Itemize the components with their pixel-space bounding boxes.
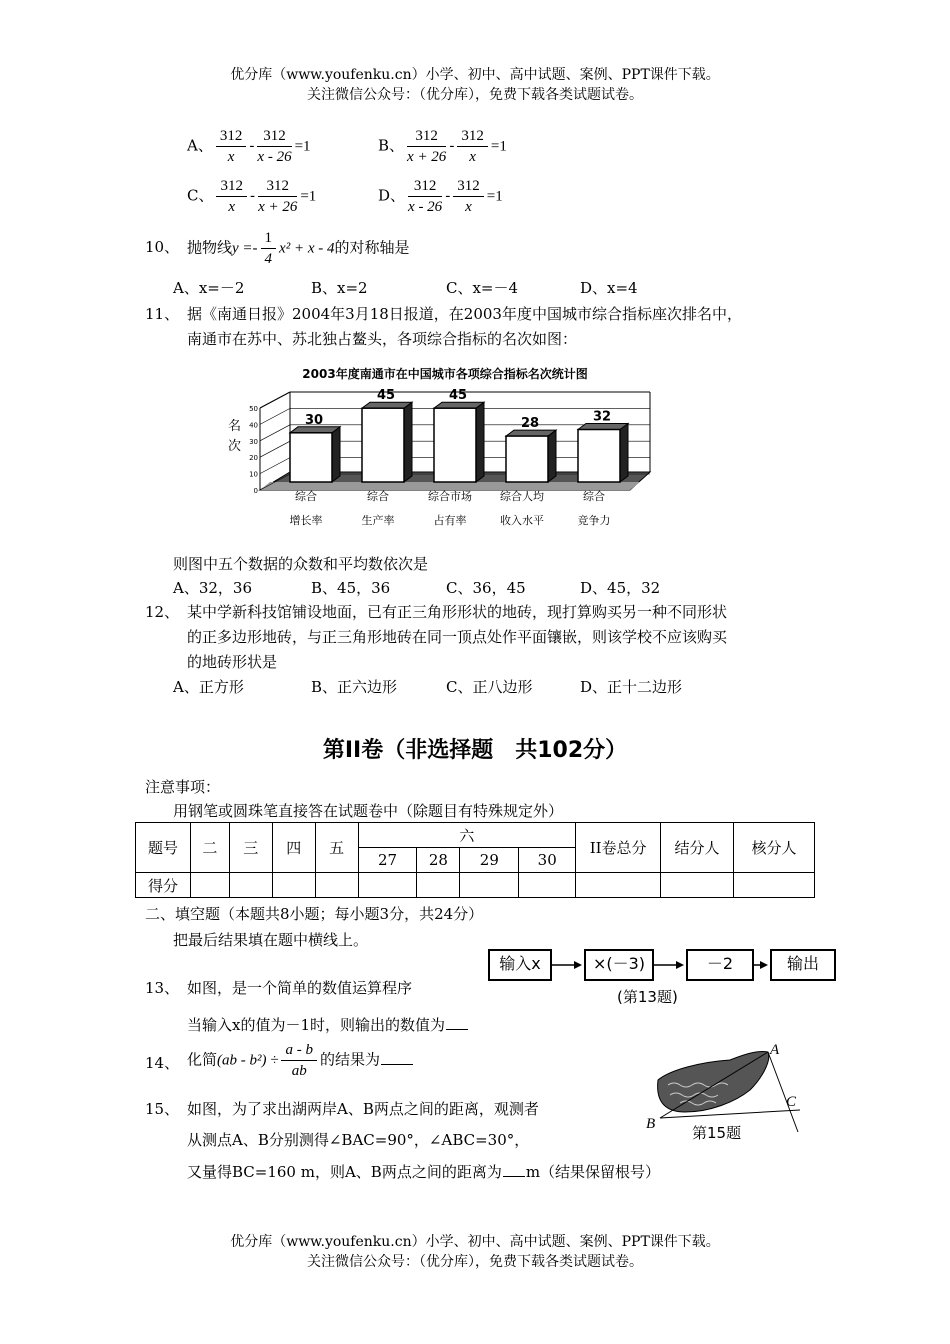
notice-heading: 注意事项： [145,778,221,796]
q12-option-d: D、正十二边形 [580,678,683,696]
section2-heading: 二、填空题（本题共8小题；每小题3分，共24分） [145,905,484,923]
notice-instruction: 用钢笔或圆珠笔直接答在试题卷中（除题目有特殊规定外） [173,802,564,820]
q11-line-1: 据《南通日报》2004年3月18日报道，在2003年度中国城市综合指标座次排名中， [187,305,742,323]
q12-option-b: B、正六边形 [311,678,398,696]
q10-option-d: D、x=4 [580,279,638,297]
score-col-29: 29 [460,848,519,873]
chart-gridline-diag [260,458,290,474]
q10-option-c: C、x=－4 [446,279,519,297]
chart-bar [578,430,620,482]
score-col-5: 五 [315,823,358,873]
header-line-1: 优分库（www.youfenku.cn）小学、初中、高中试题、案例、PPT课件下载。 [230,67,720,83]
score-table-label: 题号 [136,823,191,873]
score-cell[interactable] [229,873,272,898]
score-col-grader: 结分人 [661,823,734,873]
q10-option-a: A、x=－2 [173,279,245,297]
chart-data-label: 45 [448,388,468,404]
chart-category-label: 占有率 [433,514,467,527]
q12-line-1: 某中学新科技馆铺设地面，已有正三角形形状的地砖，现打算购买另一种不同形状 [187,603,728,621]
chart-gridline-diag [260,408,290,424]
score-cell[interactable] [358,873,417,898]
chart-category-label: 综合 [583,490,605,503]
chart-category-label: 综合人均 [500,490,544,503]
flow-arrows [550,956,775,976]
q12-line-2: 的正多边形地砖，与正三角形地砖在同一顶点处作平面镶嵌，则该学校不应该购买 [187,628,728,646]
ranking-bar-chart [220,360,670,535]
chart-ylabel [228,419,241,454]
chart-bar [362,408,404,482]
score-col-3: 三 [229,823,272,873]
chart-category-label: 综合 [367,490,389,503]
chart-category-label: 竞争力 [577,514,611,527]
chart-category-label: 生产率 [361,514,395,527]
score-cell[interactable] [519,873,576,898]
chart-data-label: 30 [304,412,324,428]
q13-caption: (第13题) [617,988,678,1006]
q15-caption: 第15题 [692,1124,742,1142]
header-line-2: 关注微信公众号：（优分库），免费下载各类试题试卷。 [307,87,643,103]
q13-text-2: 当输入x的值为－1时，则输出的数值为 [187,1014,469,1035]
score-col-6: 六 [358,823,576,848]
chart-ylabel-char: 名 [228,419,242,434]
footer-line-1: 优分库（www.youfenku.cn）小学、初中、高中试题、案例、PPT课件下载。 [230,1234,720,1250]
q14-stem: 化简(ab - b²) ÷ $\frac{a - b}{ab}$ 的结果为 [187,1040,414,1081]
chart-gridline-diag [260,441,290,457]
chart-ytick-label: 20 [249,454,258,463]
flow-output-box: 输出 [770,949,836,981]
chart-gridline-diag [260,392,290,408]
chart-ytick-label: 30 [249,437,258,446]
q11-option-d: D、45，32 [580,579,661,597]
q10-option-b: B、x=2 [311,279,368,297]
chart-bar-side [620,424,628,482]
q9-option-d: D、 $\frac{312}{x - 26}$ - $\frac{312}{x}$ =1 [378,178,503,215]
q13-number: 13、 [145,979,180,997]
q13-answer-blank[interactable] [446,1028,468,1030]
q15-line-1: 如图，为了求出湖两岸A、B两点之间的距离，观测者 [187,1100,539,1118]
chart-gridline-diag [260,425,290,441]
score-cell[interactable] [190,873,229,898]
chart-title: 2003年度南通市在中国城市各项综合指标名次统计图 [302,367,588,381]
chart-ytick-label: 40 [249,421,258,430]
score-col-2: 二 [190,823,229,873]
lake-figure [640,1040,815,1145]
score-col-total: II卷总分 [576,823,661,873]
flow-input-box: 输入x [488,949,552,981]
point-b-label: B [646,1116,656,1132]
q11-question: 则图中五个数据的众数和平均数依次是 [173,555,429,573]
score-col-checker: 核分人 [734,823,815,873]
q15-answer-blank[interactable] [503,1175,525,1177]
chart-ylabel-char: 次 [228,439,242,454]
q11-line-2: 南通市在苏中、苏北独占鳌头，各项综合指标的名次如图： [187,330,578,348]
score-cell[interactable] [315,873,358,898]
score-cell[interactable] [661,873,734,898]
flow-subtract-box: －2 [686,949,754,981]
chart-bar-side [548,430,556,482]
score-table [135,822,815,898]
part2-title: 第II卷（非选择题 共102分） [322,738,628,763]
q10-number: 10、 [145,238,180,256]
point-c-label: C [786,1094,797,1110]
chart-bar [290,433,332,482]
score-row-label: 得分 [136,873,191,898]
point-a-label: A [770,1042,780,1058]
q15-number: 15、 [145,1100,180,1118]
score-cell[interactable] [576,873,661,898]
score-col-28: 28 [417,848,460,873]
score-col-27: 27 [358,848,417,873]
q11-number: 11、 [145,305,180,323]
q11-option-c: C、36，45 [446,579,526,597]
chart-bar [506,436,548,482]
chart-bar-side [404,402,412,482]
chart-bar-side [332,427,340,482]
section2-instruction: 把最后结果填在题中横线上。 [173,931,369,949]
score-col-30: 30 [519,848,576,873]
chart-bar [434,408,476,482]
q10-stem: 抛物线y =- $\frac{1}{4}$ x² + x - 4的对称轴是 [187,230,410,267]
q11-option-b: B、45，36 [311,579,391,597]
footer-line-2: 关注微信公众号：（优分库），免费下载各类试题试卷。 [307,1254,643,1270]
q12-number: 12、 [145,603,180,621]
q13-text: 如图，是一个简单的数值运算程序 [187,979,413,997]
q15-line-3: 又量得BC=160 m，则A、B两点之间的距离为 m（结果保留根号） [187,1163,661,1181]
score-cell[interactable] [272,873,315,898]
chart-ytick-label: 10 [249,470,258,479]
q9-option-a: A、 $\frac{312}{x}$ - $\frac{312}{x - 26}$ =1 [187,128,311,165]
chart-ytick-label: 0 [253,487,258,495]
score-cell[interactable] [734,873,815,898]
chart-bar-side [476,402,484,482]
score-cell[interactable] [417,873,460,898]
q9-option-b: B、 $\frac{312}{x + 26}$ - $\frac{312}{x}$ =1 [378,128,507,165]
chart-data-label: 32 [592,409,612,425]
chart-data-label: 45 [376,388,396,404]
q11-option-a: A、32，36 [173,579,253,597]
chart-category-label: 综合市场 [428,490,472,503]
chart-data-label: 28 [520,416,540,432]
chart-category-label: 综合 [295,490,317,503]
q12-option-a: A、正方形 [173,678,244,696]
chart-category-label: 增长率 [289,514,323,527]
q12-line-3: 的地砖形状是 [187,653,278,671]
chart-category-label: 收入水平 [500,514,544,527]
q14-number: 14、 [145,1054,180,1072]
chart-ytick-label: 50 [249,405,258,413]
q15-line-2: 从测点A、B分别测得∠BAC=90°，∠ABC=30°， [187,1131,530,1149]
score-col-4: 四 [272,823,315,873]
q12-option-c: C、正八边形 [446,678,533,696]
q14-answer-blank[interactable] [381,1063,413,1065]
score-cell[interactable] [460,873,519,898]
q9-option-c: C、 $\frac{312}{x}$ - $\frac{312}{x + 26}$ =1 [187,178,317,215]
flow-multiply-box: ×(－3) [584,949,654,981]
